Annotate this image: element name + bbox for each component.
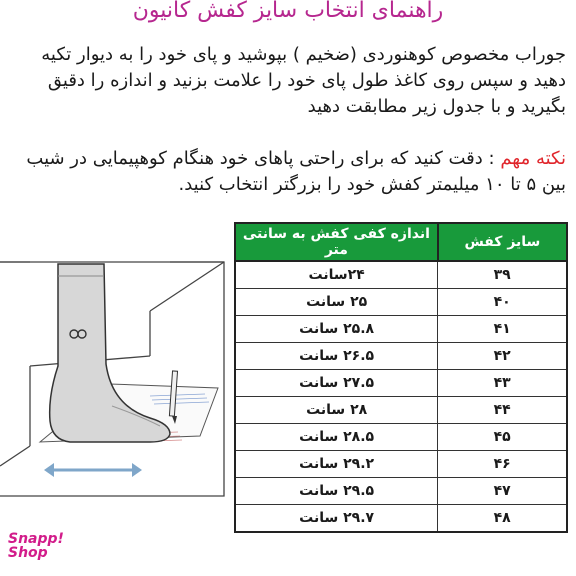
cell-length: ۲۹.۵ سانت — [235, 478, 438, 505]
important-note-label: نکته مهم — [500, 148, 566, 169]
table-row — [235, 478, 567, 505]
header-insole-length: اندازه کفی کفش به سانتی متر — [235, 223, 438, 261]
size-table-header — [235, 223, 567, 261]
cell-size: ۴۲ — [438, 343, 567, 370]
cell-length: ۲۸.۵ سانت — [235, 424, 438, 451]
cell-length: ۲۵ سانت — [235, 289, 438, 316]
logo-line-2: Shop — [8, 545, 48, 561]
wall-corner-lines — [0, 262, 224, 496]
cell-length: ۲۵.۸ سانت — [235, 316, 438, 343]
measurement-arrow-icon — [44, 463, 142, 477]
important-note-text: : دقت کنید که برای راحتی پاهای خود هنگام کوهپیمایی در شیب بین ۵ تا ۱۰ میلیمتر کفش خود را بزرگتر انتخاب کنید. — [26, 148, 566, 195]
cell-size: ۴۵ — [438, 424, 567, 451]
table-row — [235, 289, 567, 316]
cell-length: ۲۴سانت — [235, 261, 438, 289]
table-row — [235, 343, 567, 370]
table-row — [235, 505, 567, 533]
table-row — [235, 316, 567, 343]
important-note — [10, 146, 566, 198]
cell-length: ۲۷.۵ سانت — [235, 370, 438, 397]
cell-size: ۴۷ — [438, 478, 567, 505]
cell-length: ۲۸ سانت — [235, 397, 438, 424]
size-table — [234, 222, 568, 533]
cell-size: ۴۶ — [438, 451, 567, 478]
cell-size: ۴۰ — [438, 289, 567, 316]
cell-length: ۲۶.۵ سانت — [235, 343, 438, 370]
table-row — [235, 451, 567, 478]
cell-size: ۴۳ — [438, 370, 567, 397]
table-row — [235, 397, 567, 424]
page-title: راهنمای انتخاب سایز کفش کانیون — [132, 0, 444, 23]
cell-length: ۲۹.۷ سانت — [235, 505, 438, 533]
cell-size: ۴۴ — [438, 397, 567, 424]
cell-length: ۲۹.۲ سانت — [235, 451, 438, 478]
header-shoe-size: سایز کفش — [438, 223, 567, 261]
table-row — [235, 261, 567, 289]
table-row — [235, 370, 567, 397]
instructions-paragraph: جوراب مخصوص کوهنوردی (ضخیم ) بپوشید و پای خود را به دیوار تکیه دهید و سپس روی کاغذ طول پای خود را علامت بزنید و اندازه را دقیق بگیرید و با جدول زیر مطابقت دهید — [41, 44, 566, 117]
foot-measurement-illustration — [0, 256, 230, 500]
cell-size: ۴۱ — [438, 316, 567, 343]
snappshop-logo — [8, 532, 70, 560]
logo-line-1: Snapp! — [8, 531, 64, 547]
table-row — [235, 424, 567, 451]
cell-size: ۳۹ — [438, 261, 567, 289]
cell-size: ۴۸ — [438, 505, 567, 533]
